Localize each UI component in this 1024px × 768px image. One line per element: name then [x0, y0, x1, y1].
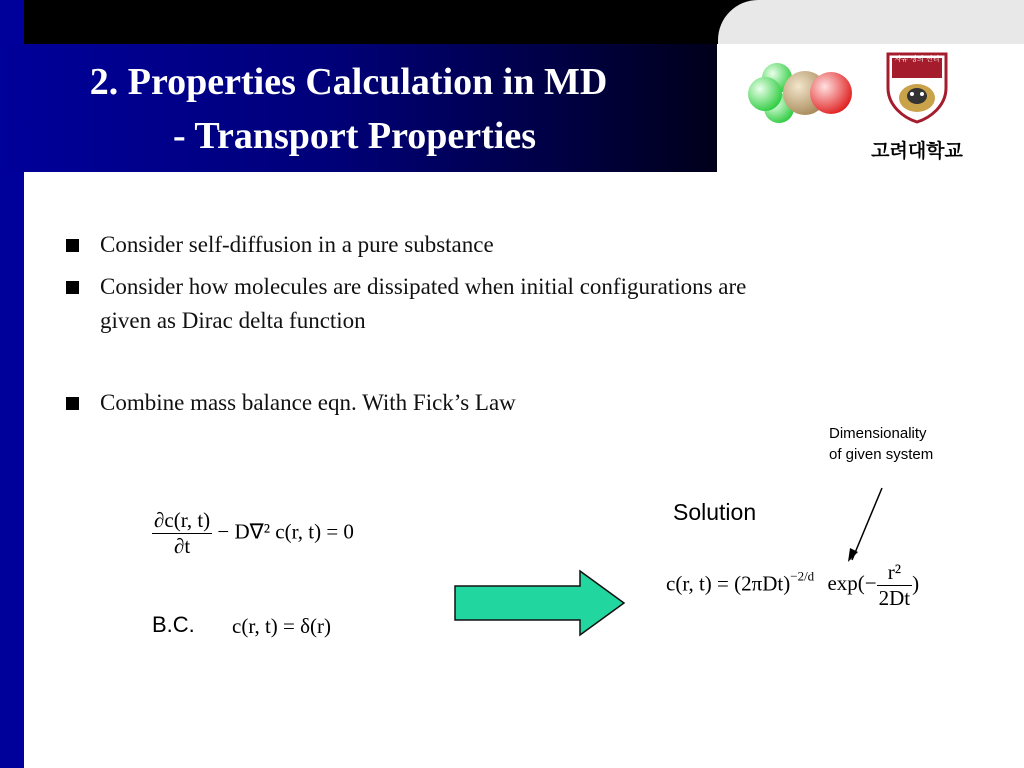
bullet-item	[62, 386, 516, 420]
solution-close: )	[912, 571, 920, 596]
dimensionality-note	[829, 423, 933, 465]
solution-exp-fn: exp(−	[827, 571, 877, 596]
molecule-icon	[739, 58, 859, 138]
slide-title-line1: 2. Properties Calculation in MD	[89, 61, 608, 103]
solution-left: c(r, t) = (2πDt)	[666, 571, 791, 596]
crest-motto: 자유 정의 진리	[894, 55, 940, 63]
right-arrow-icon	[452, 568, 628, 638]
slide-title-line2: - Transport Properties	[172, 115, 537, 157]
pde-denominator: ∂t	[173, 534, 191, 558]
university-name: 고려대학교	[871, 140, 963, 162]
solution-exponent: −2/d	[790, 568, 815, 584]
solution-denominator: 2Dt	[878, 586, 911, 610]
note-line2: of given system	[829, 446, 934, 463]
bullet-text: Combine mass balance eqn. With Fick’s Law	[100, 390, 516, 415]
diffusion-equation	[152, 508, 354, 559]
bullet-marker	[66, 239, 79, 252]
solution-fraction	[877, 560, 913, 611]
bullet-item	[62, 270, 746, 338]
pde-numerator: ∂c(r, t)	[154, 508, 211, 532]
bullet-item	[62, 228, 494, 262]
solution-equation	[666, 560, 919, 611]
boundary-condition: c(r, t) = δ(r)	[232, 614, 332, 638]
solution-numerator: r²	[877, 560, 913, 586]
pde-fraction	[152, 508, 212, 559]
bullet-text-cont: given as Dirac delta function	[100, 308, 366, 333]
bullet-marker	[66, 397, 79, 410]
header-tab	[718, 0, 1024, 44]
bullet-text: Consider how molecules are dissipated when initial configurations are	[100, 274, 747, 299]
bc-label: B.C.	[152, 612, 195, 637]
bullet-marker	[66, 281, 79, 294]
note-line1: Dimensionality	[829, 425, 927, 442]
solution-label: Solution	[673, 499, 757, 525]
pde-rest: − D∇² c(r, t) = 0	[217, 519, 354, 544]
bullet-text: Consider self-diffusion in a pure substance	[100, 232, 494, 257]
logo-area	[717, 44, 1024, 172]
